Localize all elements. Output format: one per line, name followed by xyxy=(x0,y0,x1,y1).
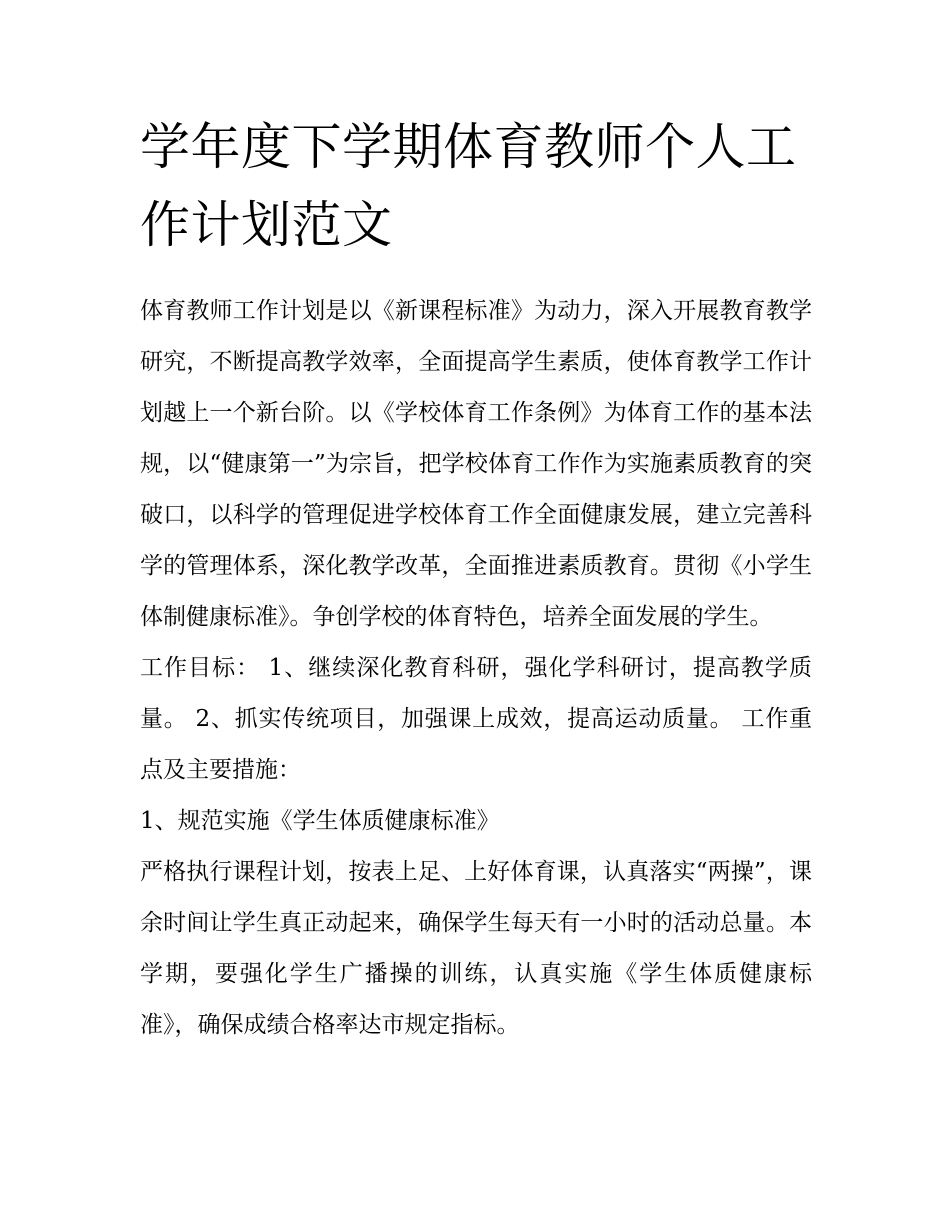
document-title: 学年度下学期体育教师个人工作计划范文 xyxy=(140,118,797,254)
document-content xyxy=(140,108,812,1051)
paragraph-intro: 体育教师工作计划是以《新课程标准》为动力，深入开展教育教学研究，不断提高教学效率，全面提高学生素质，使体育教学工作计划越上一个新台阶。以《学校体育工作条例》为体育工作的基本法规，以“健康第一”为宗旨，把学校体育工作作为实施素质教育的突破口，以科学的管理促进学校体育工作全面健康发展，建立完善科学的管理体系，深化教学改革，全面推进素质教育。贯彻《小学生体制健康标准》。争创学校的体育特色，培养全面发展的学生。 xyxy=(140,298,812,630)
paragraph-section-heading: 1、规范实施《学生体质健康标准》 xyxy=(140,808,500,834)
paragraph-work-goals: 工作目标： 1、继续深化教育科研，强化学科研讨，提高教学质量。 2、抓实传统项目，加强课上成效，提高运动质量。 工作重点及主要措施： xyxy=(140,655,812,783)
paragraph-measures: 严格执行课程计划，按表上足、上好体育课，认真落实“两操”，课余时间让学生真正动起来，确保学生每天有一小时的活动总量。本学期，要强化学生广播操的训练，认真实施《学生体质健康标准》，确保成绩合格率达市规定指标。 xyxy=(140,859,812,1038)
